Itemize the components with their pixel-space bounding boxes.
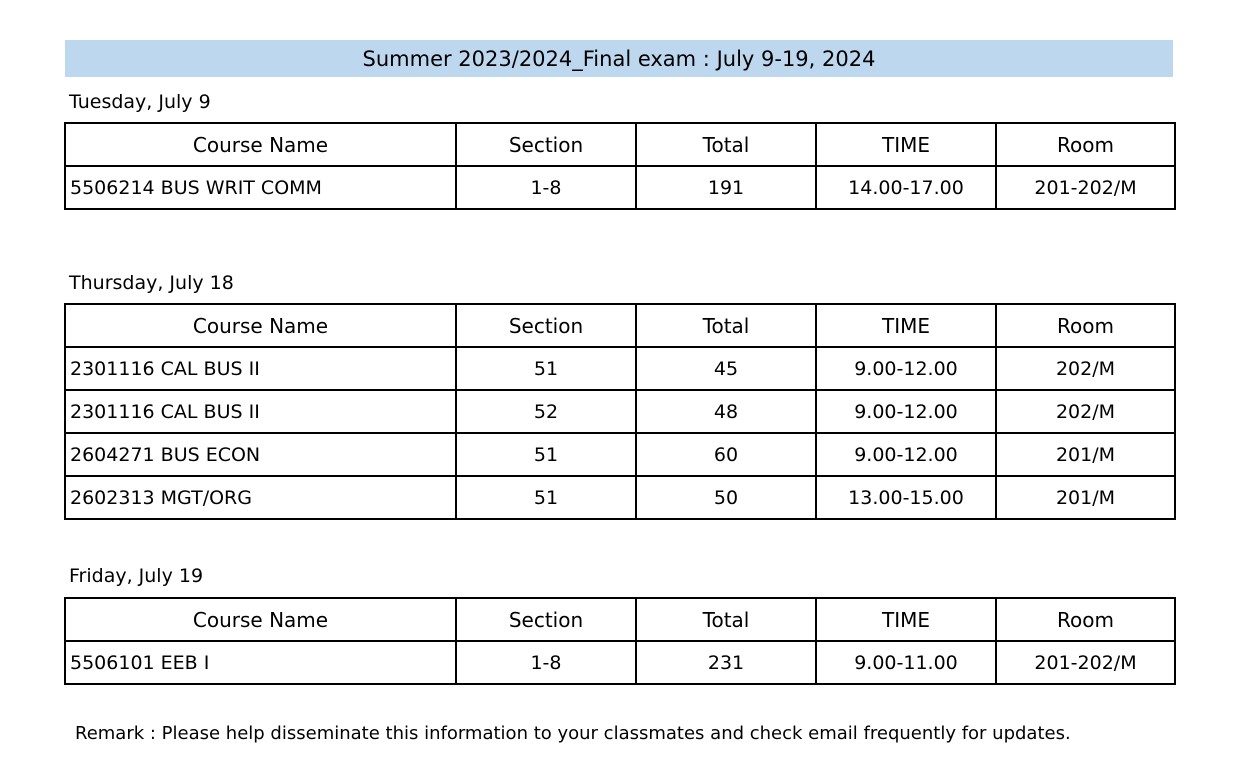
- column-header-room: Room: [996, 304, 1175, 347]
- column-header-total: Total: [636, 304, 816, 347]
- column-header-section: Section: [456, 598, 636, 641]
- schedule-table-thursday: [64, 303, 1176, 520]
- column-header-time: TIME: [816, 304, 996, 347]
- column-header-total: Total: [636, 598, 816, 641]
- room-cell: 202/M: [996, 347, 1175, 390]
- time-cell: 9.00-12.00: [816, 347, 996, 390]
- column-header-course-name: Course Name: [65, 598, 456, 641]
- section-cell: 51: [456, 433, 636, 476]
- table-row: [65, 641, 1175, 684]
- section-cell: 1-8: [456, 166, 636, 209]
- room-cell: 201/M: [996, 476, 1175, 519]
- column-header-time: TIME: [816, 123, 996, 166]
- course-name-cell: 2301116 CAL BUS II: [65, 390, 456, 433]
- table-header-row: [65, 123, 1175, 166]
- total-cell: 48: [636, 390, 816, 433]
- course-name-cell: 5506214 BUS WRIT COMM: [65, 166, 456, 209]
- column-header-room: Room: [996, 598, 1175, 641]
- time-cell: 9.00-12.00: [816, 433, 996, 476]
- total-cell: 45: [636, 347, 816, 390]
- day-heading-tuesday: Tuesday, July 9: [69, 91, 211, 113]
- table-header-row: [65, 598, 1175, 641]
- total-cell: 231: [636, 641, 816, 684]
- column-header-room: Room: [996, 123, 1175, 166]
- total-cell: 60: [636, 433, 816, 476]
- section-cell: 51: [456, 476, 636, 519]
- title-text: Summer 2023/2024_Final exam : July 9-19, 2024: [362, 46, 876, 71]
- room-cell: 201/M: [996, 433, 1175, 476]
- column-header-section: Section: [456, 304, 636, 347]
- time-cell: 9.00-12.00: [816, 390, 996, 433]
- exam-schedule-title: [65, 40, 1173, 77]
- course-name-cell: 5506101 EEB I: [65, 641, 456, 684]
- remark-note: Remark : Please help disseminate this information to your classmates and check email frequently for updates.: [75, 723, 1071, 744]
- day-heading-thursday: Thursday, July 18: [69, 272, 234, 294]
- time-cell: 14.00-17.00: [816, 166, 996, 209]
- section-cell: 51: [456, 347, 636, 390]
- room-cell: 202/M: [996, 390, 1175, 433]
- room-cell: 201-202/M: [996, 166, 1175, 209]
- section-cell: 52: [456, 390, 636, 433]
- schedule-table-friday: [64, 597, 1176, 685]
- table-row: [65, 166, 1175, 209]
- total-cell: 191: [636, 166, 816, 209]
- table-row: [65, 433, 1175, 476]
- course-name-cell: 2602313 MGT/ORG: [65, 476, 456, 519]
- column-header-course-name: Course Name: [65, 123, 456, 166]
- course-name-cell: 2301116 CAL BUS II: [65, 347, 456, 390]
- schedule-table-tuesday: [64, 122, 1176, 210]
- table-row: [65, 476, 1175, 519]
- day-heading-friday: Friday, July 19: [69, 565, 204, 587]
- section-cell: 1-8: [456, 641, 636, 684]
- column-header-course-name: Course Name: [65, 304, 456, 347]
- column-header-time: TIME: [816, 598, 996, 641]
- table-row: [65, 390, 1175, 433]
- column-header-section: Section: [456, 123, 636, 166]
- column-header-total: Total: [636, 123, 816, 166]
- total-cell: 50: [636, 476, 816, 519]
- time-cell: 9.00-11.00: [816, 641, 996, 684]
- course-name-cell: 2604271 BUS ECON: [65, 433, 456, 476]
- table-header-row: [65, 304, 1175, 347]
- time-cell: 13.00-15.00: [816, 476, 996, 519]
- room-cell: 201-202/M: [996, 641, 1175, 684]
- table-row: [65, 347, 1175, 390]
